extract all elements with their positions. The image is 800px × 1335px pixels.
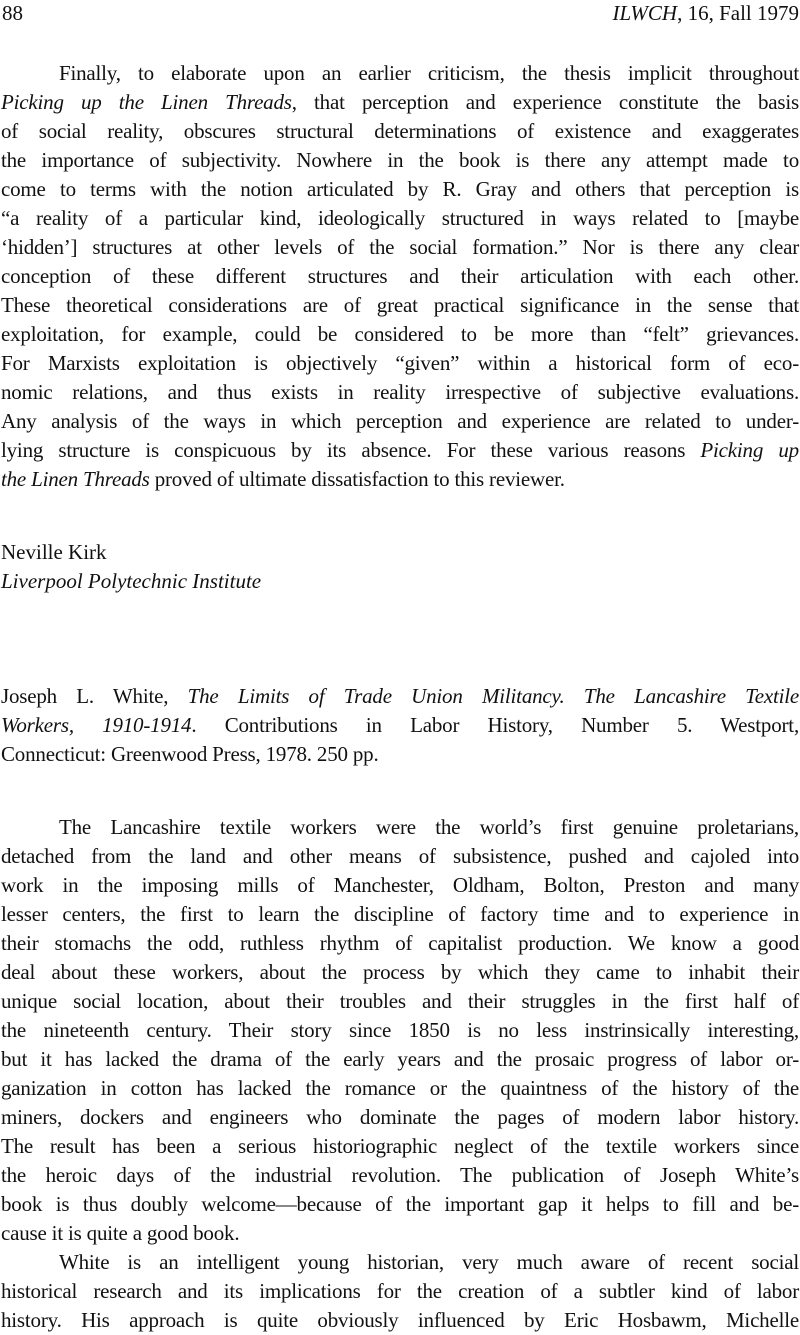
text-line: the importance of subjectivity. Nowhere in the book is there any attempt made to	[1, 148, 799, 172]
journal-running-head	[613, 0, 799, 26]
text-line: come to terms with the notion articulated by R. Gray and others that perception is	[1, 177, 799, 201]
text-line: nomic relations, and thus exists in reality irrespective of subjective evaluations.	[1, 380, 799, 404]
text-line: work in the imposing mills of Manchester, Oldham, Bolton, Preston and many	[1, 873, 799, 897]
text-line: The Lancashire textile workers were the world’s first genuine proletarians,	[59, 815, 799, 839]
text-line: unique social location, about their troubles and their struggles in the first half of	[1, 989, 799, 1013]
text-line: the heroic days of the industrial revolution. The publication of Joseph White’s	[1, 1163, 799, 1187]
book-title-italic: The Limits of Trade Union Militancy. The Lancashire Textile	[187, 684, 799, 708]
journal-abbrev: ILWCH	[612, 1, 678, 25]
text-line: cause it is quite a good book.	[1, 1221, 240, 1245]
text-line: the nineteenth century. Their story since 1850 is no less instrinsically interesting,	[1, 1018, 799, 1042]
text-line: exploitation, for example, could be considered to be more than “felt” grievances.	[1, 322, 799, 346]
text-line: detached from the land and other means of subsistence, pushed and cajoled into	[1, 844, 799, 868]
page-number: 88	[2, 1, 23, 25]
text-line: ganization in cotton has lacked the romance or the quaintness of the history of the	[1, 1076, 799, 1100]
book-title-italic: the Linen Threads	[1, 467, 150, 491]
text-line: book is thus doubly welcome—because of the important gap it helps to fill and be-	[1, 1192, 799, 1216]
text-line: White is an intelligent young historian, very much aware of recent social	[59, 1250, 799, 1274]
reviewer-name: Neville Kirk	[1, 540, 107, 564]
text-line: history. His approach is quite obviously influenced by Eric Hosbawm, Michelle	[1, 1308, 799, 1332]
running-header	[0, 0, 800, 26]
citation-line: Workers, 1910-1914. Contributions in Labor History, Number 5. Westport,	[1, 713, 799, 737]
text-line: These theoretical considerations are of great practical significance in the sense that	[1, 293, 799, 317]
text-line: the Linen Threads proved of ultimate dissatisfaction to this reviewer.	[1, 467, 565, 491]
text-line: “a reality of a particular kind, ideologically structured in ways related to [maybe	[1, 206, 799, 230]
book-author: Joseph L. White,	[1, 684, 188, 708]
text-line: historical research and its implications for the creation of a subtler kind of labor	[1, 1279, 799, 1303]
text-line: The result has been a serious historiographic neglect of the textile workers since	[1, 1134, 799, 1158]
citation-line: Connecticut: Greenwood Press, 1978. 250 pp.	[1, 742, 379, 766]
text-line: but it has lacked the drama of the early years and the prosaic progress of labor or-	[1, 1047, 799, 1071]
text-line: miners, dockers and engineers who dominate the pages of modern labor history.	[1, 1105, 799, 1129]
text-line: of social reality, obscures structural determinations of existence and exaggerates	[1, 119, 799, 143]
book-title-italic: Picking up	[700, 438, 799, 462]
citation-line	[1, 682, 799, 711]
text-line: ‘hidden’] structures at other levels of the social formation.” Nor is there any clear	[1, 235, 799, 259]
text-line: their stomachs the odd, ruthless rhythm of capitalist production. We know a good	[1, 931, 799, 955]
text-line: Finally, to elaborate upon an earlier criticism, the thesis implicit throughout	[59, 61, 799, 85]
book-title-italic: Workers, 1910-1914	[1, 713, 192, 737]
text-line: conception of these different structures and their articulation with each other.	[1, 264, 799, 288]
text-line: Any analysis of the ways in which perception and experience are related to under-	[1, 409, 799, 433]
text-line: lying structure is conspicuous by its absence. For these various reasons Picking up	[1, 438, 799, 462]
text-line: Picking up the Linen Threads, that perception and experience constitute the basis	[1, 90, 800, 114]
volume-issue: , 16, Fall 1979	[677, 1, 799, 25]
text-line: lesser centers, the first to learn the discipline of factory time and to experience in	[1, 902, 799, 926]
text-line: For Marxists exploitation is objectively “given” within a historical form of eco-	[1, 351, 799, 375]
reviewer-affiliation: Liverpool Polytechnic Institute	[1, 569, 262, 593]
text-line: deal about these workers, about the process by which they came to inhabit their	[1, 960, 799, 984]
book-title-italic: Picking up the Linen Threads	[1, 90, 292, 114]
